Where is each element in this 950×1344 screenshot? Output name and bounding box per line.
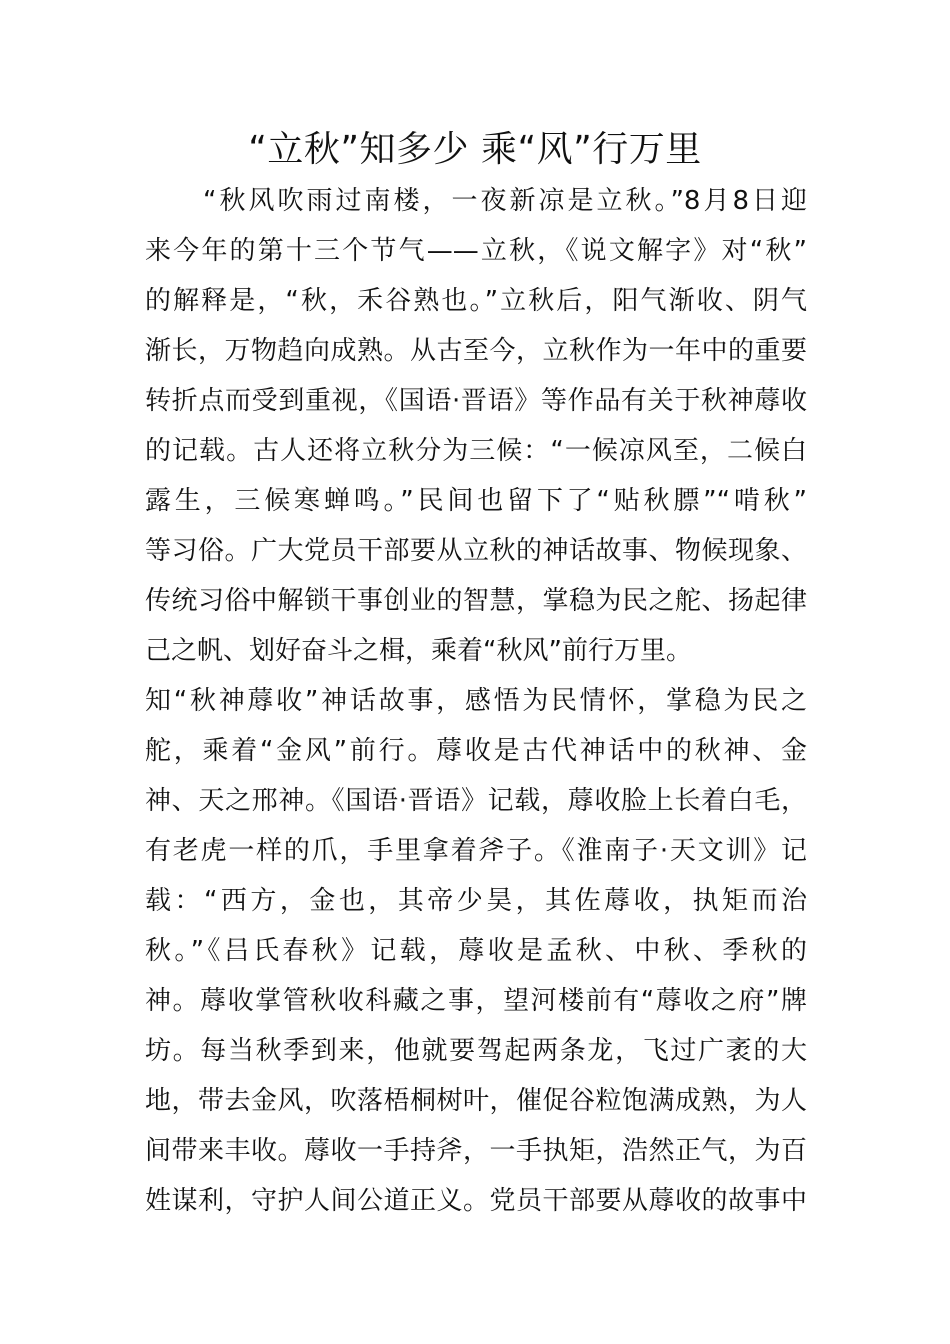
document-title: “立秋”知多少 乘“风”行万里 [248, 129, 702, 170]
body-line: 露生，三候寒蝉鸣。”民间也留下了“贴秋膘”“啃秋” [145, 486, 807, 516]
body-line: 坊。每当秋季到来，他就要驾起两条龙，飞过广袤的大 [145, 1036, 807, 1066]
body-line: 秋。”《吕氏春秋》记载，蓐收是孟秋、中秋、季秋的 [145, 936, 807, 966]
body-line: 舵，乘着“金风”前行。蓐收是古代神话中的秋神、金 [145, 736, 807, 766]
document-body [145, 176, 807, 1226]
body-line: 转折点而受到重视，《国语·晋语》等作品有关于秋神蓐收 [145, 386, 807, 416]
body-line: 有老虎一样的爪，手里拿着斧子。《淮南子·天文训》记 [145, 836, 807, 866]
body-line: 间带来丰收。蓐收一手持斧，一手执矩，浩然正气，为百 [145, 1136, 807, 1166]
body-line: 的解释是，“秋，禾谷熟也。”立秋后，阳气渐收、阴气 [145, 286, 807, 316]
body-line: 的记载。古人还将立秋分为三候：“一候凉风至，二候白 [145, 436, 807, 466]
body-line: 己之帆、划好奋斗之楫，乘着“秋风”前行万里。 [145, 636, 692, 666]
body-line: 地，带去金风，吹落梧桐树叶，催促谷粒饱满成熟，为人 [145, 1086, 807, 1116]
body-line: 知“秋神蓐收”神话故事，感悟为民情怀，掌稳为民之 [145, 686, 807, 716]
body-line: 姓谋利，守护人间公道正义。党员干部要从蓐收的故事中 [145, 1186, 807, 1216]
body-line: 渐长，万物趋向成熟。从古至今，立秋作为一年中的重要 [145, 336, 807, 366]
body-line: 神。蓐收掌管秋收科藏之事，望河楼前有“蓐收之府”牌 [145, 986, 807, 1016]
body-line: “秋风吹雨过南楼，一夜新凉是立秋。”8月8日迎 [145, 186, 807, 216]
body-line: 神、天之邢神。《国语·晋语》记载，蓐收脸上长着白毛， [145, 786, 807, 816]
body-line: 来今年的第十三个节气——立秋，《说文解字》对“秋” [145, 236, 807, 266]
body-line: 载：“西方，金也，其帝少昊，其佐蓐收，执矩而治 [145, 886, 807, 916]
body-line: 等习俗。广大党员干部要从立秋的神话故事、物候现象、 [145, 536, 807, 566]
body-line: 传统习俗中解锁干事创业的智慧，掌稳为民之舵、扬起律 [145, 586, 807, 616]
